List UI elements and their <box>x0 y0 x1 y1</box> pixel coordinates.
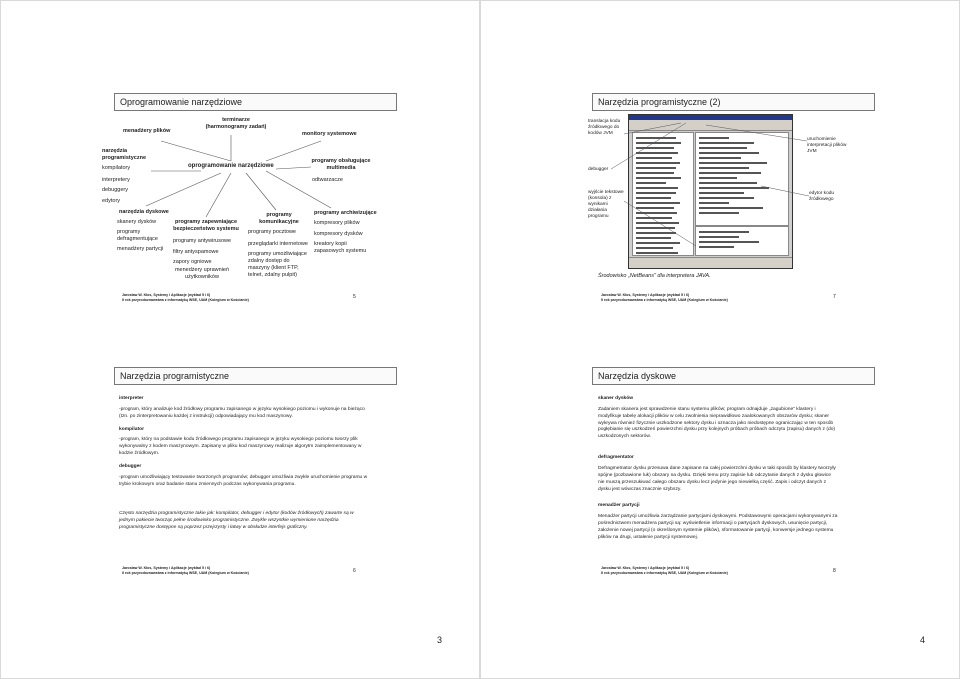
page-4 <box>480 0 960 679</box>
slide-8-number: 8 <box>833 568 836 574</box>
label-kreatory: kreatory kopii zapasowych systemu <box>314 241 367 254</box>
skaner-text: Zadaniem skanera jest sprawdzenie stanu systemu plików; program odnajduje „zagubione" klastery i modyfikuje tabelę alokacji plików w celu zwolnienia nieprawidłowo zaalokowanych obszarów dysku; skaner wykrywa również fizycznie uszkodzone sektory dysku i oznacza jako niedostępne ograniczając w ten sposób pogłębianie się uszkodzeń powierzchni dysku przy kolejnych próbach próbach odczytu (zapisu) danych z (do) uszkodzonych sektorów. <box>598 406 836 440</box>
interpreter-text: -program, który analizuje kod źródłowy programu zapisanego w języku wysokiego poziomu i wykonuje na bieżąco (tzn. po zinterpretowaniu każdej z instrukcji) odpowiadający mu kod maszynowy. <box>119 406 365 419</box>
slide-8-body <box>598 390 838 547</box>
partycje-heading: menadżer partycji <box>598 503 640 509</box>
label-skanery: skanery dysków <box>117 219 157 225</box>
page-number-3: 3 <box>437 635 443 645</box>
label-uruchomienie: uruchomienie interpretacji plików JVM <box>807 137 847 154</box>
label-archiwizujace: programy archiwizujące <box>314 210 377 216</box>
label-antyspamowe: filtry antyspamowe <box>173 249 219 255</box>
label-wyjscie: wyjście tekstowe (konsola) z wynikami działania programu <box>588 190 624 219</box>
slide-5-number: 5 <box>353 294 356 300</box>
slide-6-footer: Jarosław W. Kłos, Systemy i Aplikacje (wykład 5 i 6) II rok przyrodoznawstwa z informatyką WSE, UAM (Kolegium w Kościanie) <box>122 566 249 575</box>
slide-5-footer: Jarosław W. Kłos, Systemy i Aplikacje (wykład 5 i 6) II rok przyrodoznawstwa z informatyką WSE, UAM (Kolegium w Kościanie) <box>122 293 249 302</box>
interpreter-heading: interpreter <box>119 396 144 401</box>
slide-7-number: 7 <box>833 294 836 300</box>
label-uprawnienia: menedżery uprawnień użytkowników <box>174 267 230 280</box>
label-odtwarzacze: odtwarzacze <box>312 177 343 183</box>
debugger-heading: debugger <box>119 464 142 470</box>
label-translacja: translacja kodu źródłowego do kodów JVM <box>588 119 621 136</box>
label-terminarze: terminarze (harmonogramy zadań) <box>205 117 267 130</box>
label-kompresory-plikow: kompresory plików <box>314 220 360 226</box>
kompilator-text: -program, który na podstawie kodu źródłowego programu zapisanego w języku wysokiego poziomu tworzy plik wykonywalny z kodem maszynowym. Zapisany w pliku kod maszynowy realizuje algorytm zaimplementowany w kodzie źródłowym. <box>119 437 362 457</box>
kompilator-heading: kompilator <box>119 426 145 432</box>
defrag-text: Defragmetnator dysku przesuwa dane zapisane na całej powierzchni dysku w taki sposób by klastery tworzyły spójne (pozbawione luk) obszary na dysku. Dzięki temu przy zapisie lub odczytanie danych z dysku głowice nie muszą przeszukiwać całego obszaru dysku lecz jedynie jego niewielką część. Zapis i odczyt danych z dysku jest wówczas znacznie szybszy. <box>598 466 836 492</box>
label-zapory: zapory ogniowe <box>173 259 212 265</box>
label-menedzery-plikow: menadżery plików <box>123 128 171 134</box>
label-interpretery: interpretery <box>102 177 130 183</box>
label-edytory: edytory <box>102 198 121 204</box>
label-debuggery: debuggery <box>102 187 128 193</box>
label-defrag: programy defragmentujące <box>117 229 158 242</box>
slide-6-body <box>119 390 369 494</box>
slide-6-note: Często narzędzia programistyczne takie jak: kompilator, debugger i edytor (kodów źródłowych) zawarte są w jednym pakiecie tworząc pełne środowisko programistyczne. Zwykle wszystkie wymienione narzędzia programistyczne dostępne są poprzez przejrzysty i łatwy w obsłudze interfejs graficzny. <box>119 511 354 530</box>
label-oprogramowanie: oprogramowanie narzędziowe <box>188 163 274 169</box>
ide-caption: Środowisko „NetBeans" dla interpretera JAVA. <box>598 273 711 279</box>
skaner-heading: skaner dysków <box>598 396 634 401</box>
slide-8-footer: Jarosław W. Kłos, Systemy i Aplikacje (wykład 5 i 6) II rok przyrodoznawstwa z informatyką WSE, UAM (Kolegium w Kościanie) <box>601 566 728 575</box>
label-narzedzia-dyskowe: narzędzia dyskowe <box>119 209 169 215</box>
ide-callout-arrows <box>481 1 960 301</box>
page-number-4: 4 <box>920 635 926 645</box>
slide-7-footer: Jarosław W. Kłos, Systemy i Aplikacje (wykład 5 i 6) II rok przyrodoznawstwa z informatyką WSE, UAM (Kolegium w Kościanie) <box>601 293 728 302</box>
label-edytor: edytor kodu źródłowego <box>809 191 835 202</box>
label-przegladarki: przeglądarki internetowe <box>248 241 308 247</box>
slide-7-title: Narzędzia programistyczne (2) <box>592 93 875 111</box>
label-kompresory-dyskow: kompresory dysków <box>314 231 363 237</box>
label-debugger: debugger <box>588 167 609 172</box>
debugger-text: -program umożliwiający testowanie tworzonych programów; debugger umożliwia zwykle uruchomienie programu w trybie krokowym oraz badanie stanu zmiennych podczas wykonywania programu. <box>119 474 368 487</box>
label-zdalny: programy umożliwiające zdalny dostęp do maszyny (klient FTP, telnet, zdalny pulpit) <box>248 251 307 278</box>
label-menedzery-partycji: menadżery partycji <box>117 246 164 252</box>
diagram-arrows <box>1 1 481 301</box>
partycje-text: Menadżer partycji umożliwia zarządzanie partycjami dyskowymi. Podstawowymi operacjami wykonywanymi za pośrednictwem menadżera partycji są: wyświetlenie informacji o partycjach dyskowych, usunięcie partycji, założenie nowej partycji (o określonym systemie plików), sformatowanie partycji, konwersje jednego systemu plików na drugi, ustalenie partycji systemowej. <box>598 514 838 540</box>
label-kompilatory: kompilatory <box>102 165 131 171</box>
label-komunikacyjne: programy komunikacyjne <box>259 212 299 225</box>
label-antywirusowe: programy antywirusowe <box>173 238 232 244</box>
label-narzedzia-prog: narzędzia programistyczne <box>102 148 147 161</box>
defrag-heading: defragmentator <box>598 455 634 461</box>
label-monitory: monitory systemowe <box>302 131 357 137</box>
label-multimedia: programy obsługujące multimedia <box>311 158 371 171</box>
slide-6-number: 6 <box>353 568 356 574</box>
slide-5-title: Oprogramowanie narzędziowe <box>114 93 397 111</box>
slide-6-title: Narzędzia programistyczne <box>114 367 397 385</box>
label-bezpieczenstwo: programy zapewniające bezpieczeństwo systemu <box>173 219 239 232</box>
label-pocztowe: programy pocztowe <box>248 229 296 235</box>
slide-8-title: Narzędzia dyskowe <box>592 367 875 385</box>
